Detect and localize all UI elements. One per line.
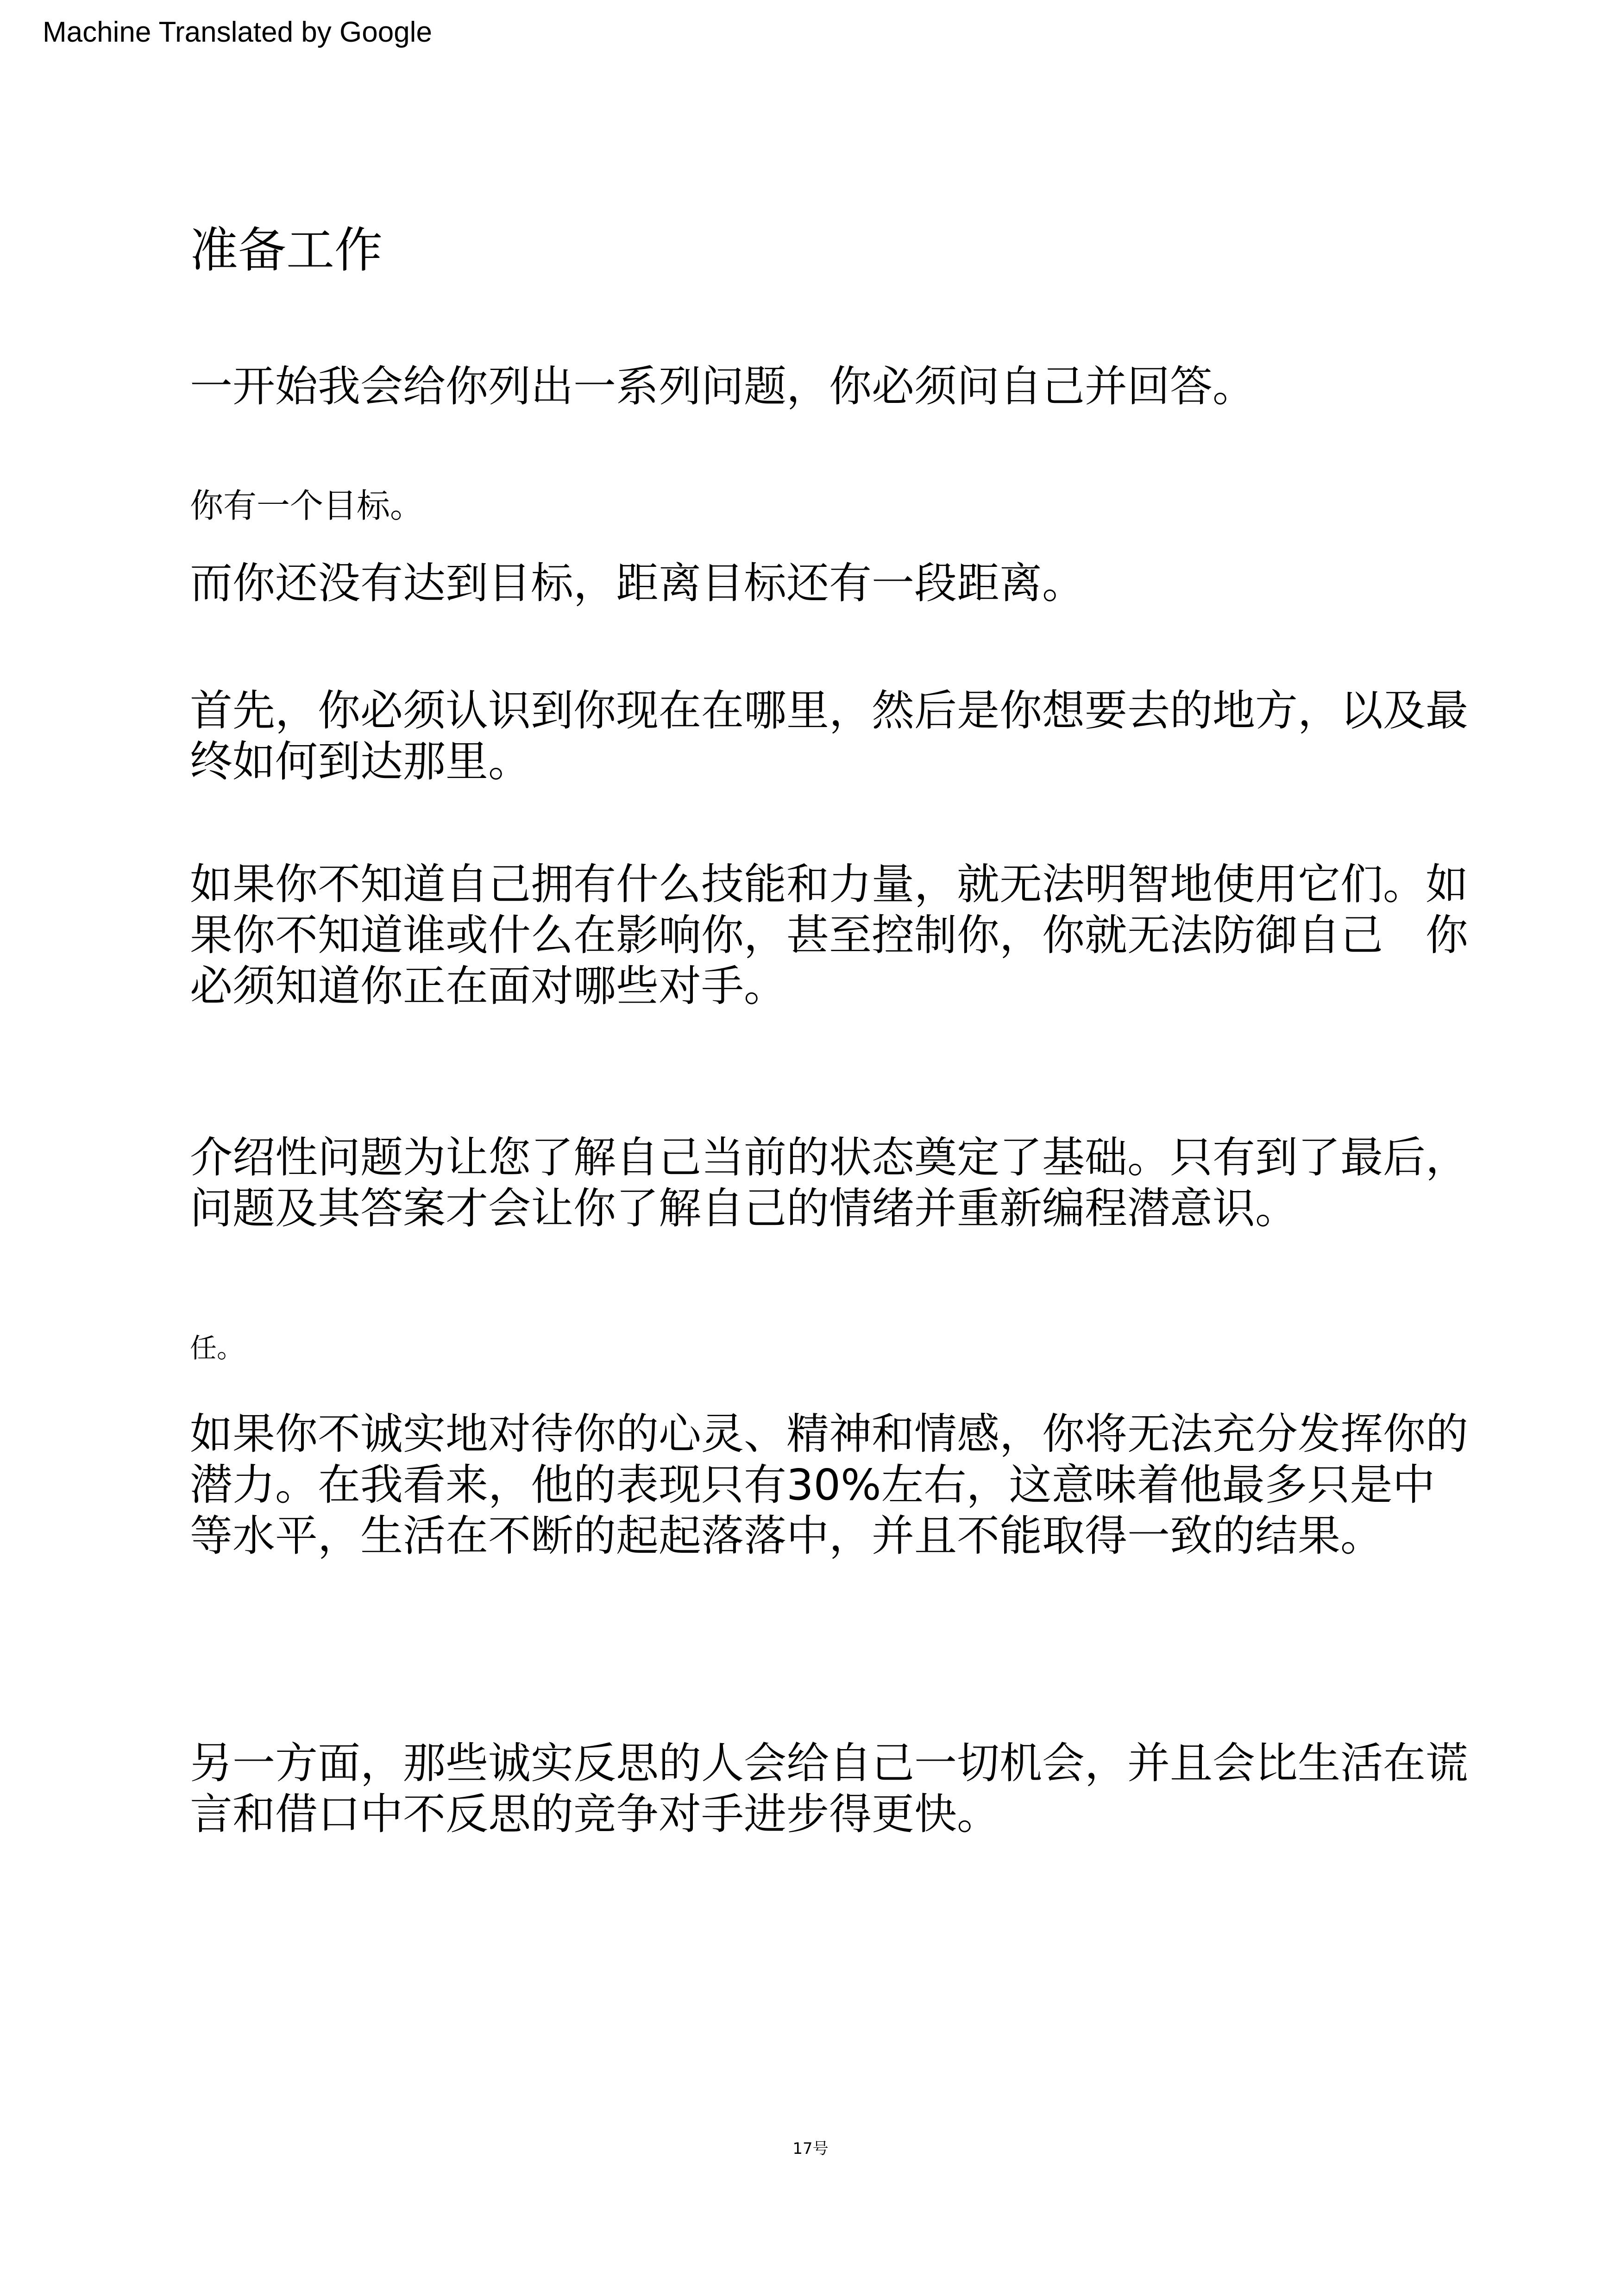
- paragraph-fragment: 任。: [190, 1332, 244, 1364]
- paragraph-introductory-questions: 介绍性问题为让您了解自己当前的状态奠定了基础。只有到了最后，问题及其答案才会让你了解自己的情绪并重新编程潜意识。: [190, 1133, 1469, 1233]
- paragraph-goal: 你有一个目标。: [190, 486, 424, 525]
- page-number: 17号: [792, 2139, 829, 2158]
- paragraph-skills-and-opponents: 如果你不知道自己拥有什么技能和力量，就无法明智地使用它们。如果你不知道谁或什么在影响你，甚至控制你，你就无法防御自己 你必须知道你正在面对哪些对手。: [190, 859, 1469, 1011]
- paragraph-where-you-are: 首先，你必须认识到你现在在哪里，然后是你想要去的地方，以及最终如何到达那里。: [190, 686, 1469, 786]
- paragraph-honesty: 如果你不诚实地对待你的心灵、精神和情感，你将无法充分发挥你的潜力。在我看来，他的表现只有30%左右，这意味着他最多只是中等水平，生活在不断的起起落落中，并且不能取得一致的结果。: [190, 1409, 1469, 1561]
- paragraph-distance: 而你还没有达到目标，距离目标还有一段距离。: [190, 558, 1085, 608]
- machine-translation-note: Machine Translated by Google: [43, 16, 432, 48]
- page-title: 准备工作: [190, 222, 383, 278]
- paragraph-reflection: 另一方面，那些诚实反思的人会给自己一切机会，并且会比生活在谎言和借口中不反思的竞争对手进步得更快。: [190, 1738, 1469, 1839]
- paragraph-intro-questions: 一开始我会给你列出一系列问题，你必须问自己并回答。: [190, 362, 1256, 411]
